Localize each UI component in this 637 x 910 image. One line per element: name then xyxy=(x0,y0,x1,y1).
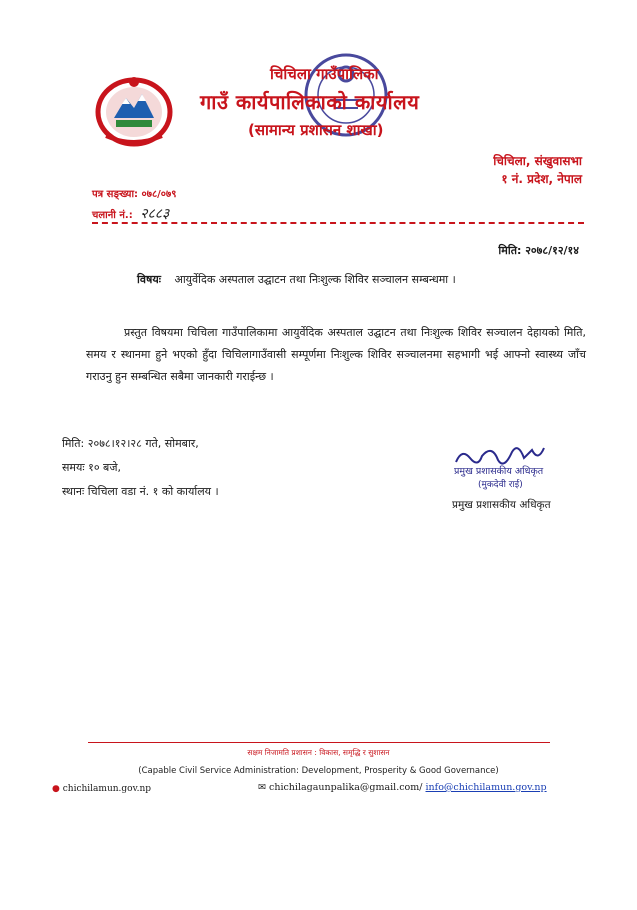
letter-date: मिति: २०७८/१२/१४ xyxy=(498,244,579,257)
nepal-emblem-icon xyxy=(92,70,176,150)
subject-label: विषयः xyxy=(137,273,161,286)
event-place: स्थानः चिचिला वडा नं. १ को कार्यालय । xyxy=(62,485,219,498)
office-name: गाउँ कार्यपालिकाको कार्यालय xyxy=(200,90,420,114)
signatory-title: प्रमुख प्रशासकीय अधिकृत xyxy=(452,499,551,511)
subject-line xyxy=(137,272,456,287)
dispatch-value: २८८३ xyxy=(140,206,170,222)
event-time: समयः १० बजे, xyxy=(62,461,121,474)
event-date: मिति: २०७८।१२।२८ गते, सोमबार, xyxy=(62,437,199,450)
municipality-name: चिचिला गाउँपालिका xyxy=(270,65,379,83)
email-info-link[interactable]: info@chichilamun.gov.np xyxy=(425,782,547,793)
letter-number-label: पत्र सङ्ख्या: xyxy=(92,189,139,200)
letter-number xyxy=(92,186,176,200)
stamp-title: प्रमुख प्रशासकीय अधिकृत xyxy=(454,466,544,477)
location-line-1: चिचिला, संखुवासभा xyxy=(493,154,582,168)
footer-tagline: (Capable Civil Service Administration: Development, Prosperity & Good Governance) xyxy=(138,766,499,776)
body-paragraph: प्रस्तुत विषयमा चिचिला गाउँपालिकामा आयुर्वेदिक अस्पताल उद्घाटन तथा निःशुल्क शिविर सञ्चालन देहायको मिति, समय र स्थानमा हुने भएको हुँदा चिचिलागाउँवासी सम्पूर्णमा निःशुल्क शिविर सञ्चालनमा सहभागी भई आफ्नो स्वास्थ्य जाँच गराउनु हुन सम्बन्धित सबैमा जानकारी गराईन्छ । xyxy=(86,326,586,383)
mail-icon: ✉ xyxy=(258,782,266,793)
subject-text: आयुर्वेदिक अस्पताल उद्घाटन तथा निःशुल्क शिविर सञ्चालन सम्बन्धमा । xyxy=(174,273,456,286)
email-primary[interactable]: chichilagaunpalika@gmail.com/ xyxy=(269,782,423,793)
stamp-name: (मुकदेवी राई) xyxy=(478,480,523,490)
branch-name: (सामान्य प्रशासन शाखा) xyxy=(248,121,384,139)
footer-motto: सक्षम निजामति प्रशासन : विकास, समृद्धि र सुशासन xyxy=(247,748,390,757)
footer-divider xyxy=(88,742,550,743)
location-line-2: १ नं. प्रदेश, नेपाल xyxy=(501,172,582,186)
globe-icon: ● xyxy=(52,784,60,794)
website[interactable] xyxy=(52,784,151,794)
website-link[interactable]: chichilamun.gov.np xyxy=(62,784,152,794)
signature-icon xyxy=(452,440,582,492)
header-divider xyxy=(92,222,584,224)
letter-number-value: ०७८/०७९ xyxy=(141,189,177,200)
email-contacts xyxy=(258,782,547,793)
dispatch-label: चलानी नं.: xyxy=(92,210,133,221)
dispatch-number xyxy=(92,204,169,223)
